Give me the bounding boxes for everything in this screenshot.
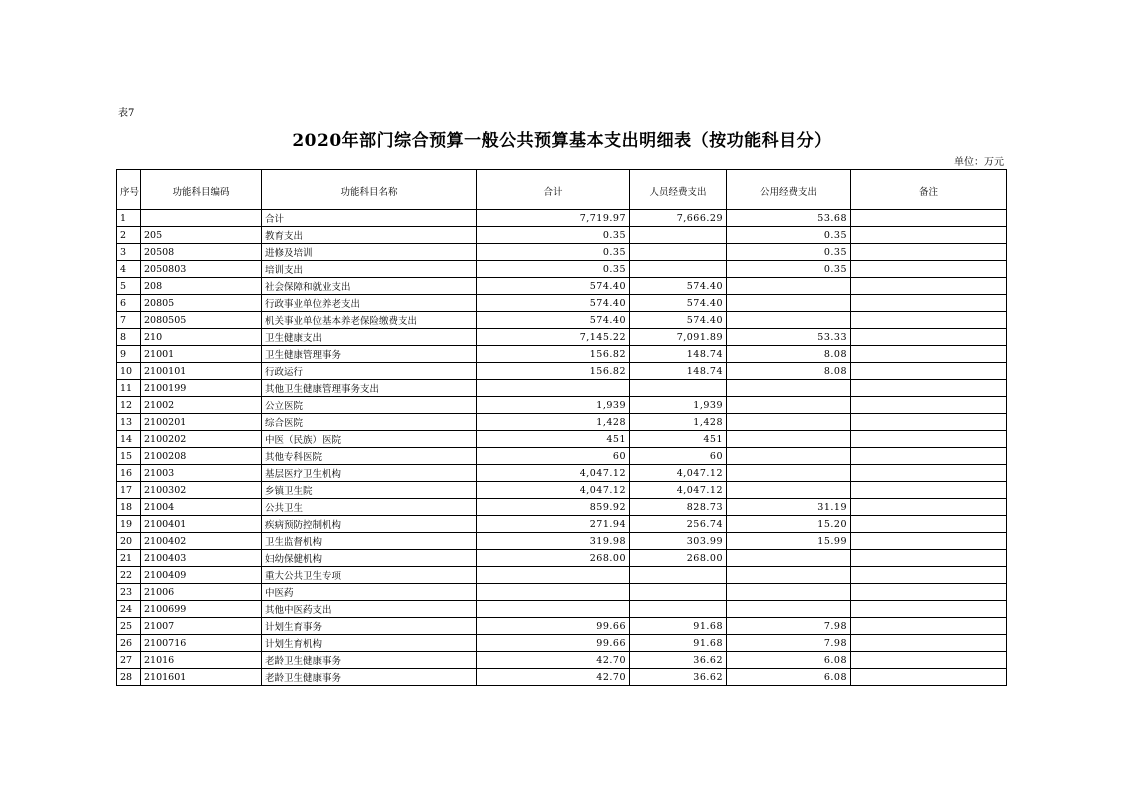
page-title: 2020年部门综合预算一般公共预算基本支出明细表（按功能科目分）	[292, 131, 832, 151]
cell-name: 合计	[262, 210, 477, 227]
cell-code: 2100199	[141, 380, 262, 397]
table-row	[117, 278, 1007, 295]
cell-total	[477, 380, 630, 397]
cell-total: 4,047.12	[477, 482, 630, 499]
cell-personnel: 303.99	[630, 533, 727, 550]
cell-seq: 9	[117, 346, 141, 363]
cell-total	[477, 601, 630, 618]
cell-public	[727, 380, 851, 397]
cell-public: 6.08	[727, 669, 851, 686]
cell-name: 卫生监督机构	[262, 533, 477, 550]
cell-code: 208	[141, 278, 262, 295]
cell-code: 2100409	[141, 567, 262, 584]
cell-personnel: 1,939	[630, 397, 727, 414]
cell-public	[727, 550, 851, 567]
cell-total: 42.70	[477, 652, 630, 669]
cell-total: 42.70	[477, 669, 630, 686]
cell-seq: 10	[117, 363, 141, 380]
cell-note	[851, 652, 1007, 669]
cell-code: 205	[141, 227, 262, 244]
column-header-name: 功能科目名称	[262, 170, 477, 210]
table-row	[117, 499, 1007, 516]
cell-name: 卫生健康支出	[262, 329, 477, 346]
cell-total: 0.35	[477, 244, 630, 261]
cell-total: 4,047.12	[477, 465, 630, 482]
cell-code: 2050803	[141, 261, 262, 278]
cell-name: 中医（民族）医院	[262, 431, 477, 448]
cell-total: 99.66	[477, 635, 630, 652]
cell-code: 2080505	[141, 312, 262, 329]
table-row	[117, 584, 1007, 601]
cell-personnel: 256.74	[630, 516, 727, 533]
cell-seq: 5	[117, 278, 141, 295]
table-row	[117, 550, 1007, 567]
cell-seq: 12	[117, 397, 141, 414]
cell-code: 2100202	[141, 431, 262, 448]
cell-code: 2100302	[141, 482, 262, 499]
cell-seq: 17	[117, 482, 141, 499]
cell-public: 8.08	[727, 346, 851, 363]
cell-seq: 22	[117, 567, 141, 584]
cell-name: 卫生健康管理事务	[262, 346, 477, 363]
cell-personnel: 7,666.29	[630, 210, 727, 227]
cell-public: 0.35	[727, 261, 851, 278]
cell-name: 中医药	[262, 584, 477, 601]
cell-name: 行政事业单位养老支出	[262, 295, 477, 312]
cell-public	[727, 601, 851, 618]
cell-public	[727, 465, 851, 482]
cell-code: 2100401	[141, 516, 262, 533]
cell-note	[851, 567, 1007, 584]
cell-public	[727, 448, 851, 465]
table-row	[117, 244, 1007, 261]
cell-name: 公立医院	[262, 397, 477, 414]
table-row	[117, 210, 1007, 227]
cell-public: 7.98	[727, 635, 851, 652]
cell-code: 21004	[141, 499, 262, 516]
table-row	[117, 329, 1007, 346]
cell-seq: 1	[117, 210, 141, 227]
cell-name: 重大公共卫生专项	[262, 567, 477, 584]
cell-code: 2100201	[141, 414, 262, 431]
column-header-seq: 序号	[117, 170, 141, 210]
cell-note	[851, 465, 1007, 482]
cell-total: 271.94	[477, 516, 630, 533]
cell-note	[851, 584, 1007, 601]
column-header-note: 备注	[851, 170, 1007, 210]
cell-name: 基层医疗卫生机构	[262, 465, 477, 482]
cell-name: 公共卫生	[262, 499, 477, 516]
cell-personnel: 148.74	[630, 363, 727, 380]
cell-personnel	[630, 584, 727, 601]
cell-seq: 16	[117, 465, 141, 482]
cell-public: 8.08	[727, 363, 851, 380]
cell-total: 0.35	[477, 227, 630, 244]
cell-public	[727, 567, 851, 584]
cell-personnel	[630, 227, 727, 244]
table-row	[117, 567, 1007, 584]
cell-name: 乡镇卫生院	[262, 482, 477, 499]
cell-code: 2101601	[141, 669, 262, 686]
cell-total: 99.66	[477, 618, 630, 635]
cell-seq: 2	[117, 227, 141, 244]
cell-total: 574.40	[477, 278, 630, 295]
cell-seq: 26	[117, 635, 141, 652]
cell-total: 0.35	[477, 261, 630, 278]
cell-name: 其他专科医院	[262, 448, 477, 465]
cell-total: 451	[477, 431, 630, 448]
cell-name: 进修及培训	[262, 244, 477, 261]
cell-personnel	[630, 261, 727, 278]
table-row	[117, 346, 1007, 363]
cell-name: 其他中医药支出	[262, 601, 477, 618]
table-row	[117, 635, 1007, 652]
cell-note	[851, 414, 1007, 431]
table-row	[117, 295, 1007, 312]
table-row	[117, 533, 1007, 550]
column-header-public: 公用经费支出	[727, 170, 851, 210]
cell-note	[851, 227, 1007, 244]
cell-personnel: 91.68	[630, 618, 727, 635]
table-row	[117, 465, 1007, 482]
cell-personnel: 4,047.12	[630, 482, 727, 499]
unit-label: 单位：万元	[954, 157, 1004, 168]
table-row	[117, 482, 1007, 499]
cell-seq: 15	[117, 448, 141, 465]
cell-code: 20805	[141, 295, 262, 312]
cell-public	[727, 312, 851, 329]
cell-code: 2100699	[141, 601, 262, 618]
table-row	[117, 363, 1007, 380]
cell-personnel	[630, 244, 727, 261]
cell-personnel: 91.68	[630, 635, 727, 652]
cell-personnel: 60	[630, 448, 727, 465]
cell-name: 疾病预防控制机构	[262, 516, 477, 533]
cell-personnel	[630, 601, 727, 618]
cell-personnel	[630, 380, 727, 397]
cell-personnel: 36.62	[630, 669, 727, 686]
cell-seq: 4	[117, 261, 141, 278]
cell-seq: 14	[117, 431, 141, 448]
cell-total: 1,939	[477, 397, 630, 414]
cell-total: 268.00	[477, 550, 630, 567]
column-header-code: 功能科目编码	[141, 170, 262, 210]
cell-public: 0.35	[727, 227, 851, 244]
cell-public: 53.33	[727, 329, 851, 346]
table-row	[117, 431, 1007, 448]
cell-personnel: 451	[630, 431, 727, 448]
table-row	[117, 414, 1007, 431]
cell-code: 21003	[141, 465, 262, 482]
cell-total: 7,719.97	[477, 210, 630, 227]
cell-public	[727, 431, 851, 448]
cell-seq: 8	[117, 329, 141, 346]
cell-note	[851, 618, 1007, 635]
cell-code: 21007	[141, 618, 262, 635]
table-row	[117, 448, 1007, 465]
cell-total: 1,428	[477, 414, 630, 431]
cell-name: 培训支出	[262, 261, 477, 278]
cell-note	[851, 210, 1007, 227]
budget-table	[116, 169, 1007, 686]
cell-note	[851, 295, 1007, 312]
cell-code: 2100101	[141, 363, 262, 380]
cell-name: 老龄卫生健康事务	[262, 669, 477, 686]
cell-seq: 28	[117, 669, 141, 686]
cell-total: 156.82	[477, 346, 630, 363]
cell-name: 教育支出	[262, 227, 477, 244]
cell-public: 53.68	[727, 210, 851, 227]
cell-public	[727, 295, 851, 312]
cell-public: 7.98	[727, 618, 851, 635]
cell-total: 7,145.22	[477, 329, 630, 346]
cell-seq: 21	[117, 550, 141, 567]
cell-public: 0.35	[727, 244, 851, 261]
cell-public: 15.20	[727, 516, 851, 533]
cell-note	[851, 363, 1007, 380]
cell-total: 156.82	[477, 363, 630, 380]
cell-public	[727, 584, 851, 601]
table-row	[117, 397, 1007, 414]
table-row	[117, 652, 1007, 669]
cell-note	[851, 499, 1007, 516]
cell-note	[851, 278, 1007, 295]
cell-name: 计划生育机构	[262, 635, 477, 652]
cell-note	[851, 431, 1007, 448]
cell-code: 2100208	[141, 448, 262, 465]
cell-code	[141, 210, 262, 227]
cell-code: 20508	[141, 244, 262, 261]
table-body	[117, 210, 1007, 686]
cell-personnel	[630, 567, 727, 584]
cell-public	[727, 482, 851, 499]
table-row	[117, 601, 1007, 618]
cell-name: 机关事业单位基本养老保险缴费支出	[262, 312, 477, 329]
column-header-personnel: 人员经费支出	[630, 170, 727, 210]
cell-personnel: 268.00	[630, 550, 727, 567]
cell-public: 6.08	[727, 652, 851, 669]
cell-note	[851, 516, 1007, 533]
cell-total: 574.40	[477, 312, 630, 329]
cell-code: 21001	[141, 346, 262, 363]
cell-total: 574.40	[477, 295, 630, 312]
cell-personnel: 828.73	[630, 499, 727, 516]
table-number: 表7	[118, 108, 135, 119]
cell-personnel: 574.40	[630, 295, 727, 312]
cell-seq: 11	[117, 380, 141, 397]
cell-note	[851, 635, 1007, 652]
cell-code: 21006	[141, 584, 262, 601]
cell-seq: 25	[117, 618, 141, 635]
cell-total	[477, 584, 630, 601]
cell-total: 319.98	[477, 533, 630, 550]
cell-name: 综合医院	[262, 414, 477, 431]
cell-seq: 6	[117, 295, 141, 312]
cell-note	[851, 380, 1007, 397]
cell-seq: 24	[117, 601, 141, 618]
cell-seq: 23	[117, 584, 141, 601]
cell-total	[477, 567, 630, 584]
cell-total: 60	[477, 448, 630, 465]
column-header-total: 合计	[477, 170, 630, 210]
cell-seq: 13	[117, 414, 141, 431]
cell-seq: 18	[117, 499, 141, 516]
table-row	[117, 516, 1007, 533]
cell-code: 2100402	[141, 533, 262, 550]
cell-code: 210	[141, 329, 262, 346]
cell-note	[851, 346, 1007, 363]
cell-name: 妇幼保健机构	[262, 550, 477, 567]
cell-name: 行政运行	[262, 363, 477, 380]
cell-seq: 19	[117, 516, 141, 533]
cell-public	[727, 278, 851, 295]
cell-name: 其他卫生健康管理事务支出	[262, 380, 477, 397]
cell-code: 2100716	[141, 635, 262, 652]
cell-personnel: 574.40	[630, 312, 727, 329]
cell-note	[851, 329, 1007, 346]
table-row	[117, 312, 1007, 329]
cell-personnel: 148.74	[630, 346, 727, 363]
cell-note	[851, 482, 1007, 499]
table-row	[117, 618, 1007, 635]
cell-seq: 7	[117, 312, 141, 329]
cell-public: 31.19	[727, 499, 851, 516]
cell-name: 社会保障和就业支出	[262, 278, 477, 295]
table-row	[117, 261, 1007, 278]
cell-personnel: 4,047.12	[630, 465, 727, 482]
cell-name: 计划生育事务	[262, 618, 477, 635]
cell-note	[851, 533, 1007, 550]
cell-note	[851, 312, 1007, 329]
cell-seq: 27	[117, 652, 141, 669]
cell-note	[851, 261, 1007, 278]
cell-note	[851, 244, 1007, 261]
cell-personnel: 1,428	[630, 414, 727, 431]
cell-note	[851, 669, 1007, 686]
cell-public	[727, 397, 851, 414]
cell-public	[727, 414, 851, 431]
table-row	[117, 227, 1007, 244]
table-row	[117, 380, 1007, 397]
table-row	[117, 669, 1007, 686]
cell-seq: 20	[117, 533, 141, 550]
cell-code: 21016	[141, 652, 262, 669]
cell-seq: 3	[117, 244, 141, 261]
table-header-row	[117, 170, 1007, 210]
cell-total: 859.92	[477, 499, 630, 516]
cell-personnel: 36.62	[630, 652, 727, 669]
cell-note	[851, 448, 1007, 465]
cell-note	[851, 601, 1007, 618]
cell-code: 2100403	[141, 550, 262, 567]
cell-personnel: 7,091.89	[630, 329, 727, 346]
cell-code: 21002	[141, 397, 262, 414]
cell-name: 老龄卫生健康事务	[262, 652, 477, 669]
cell-public: 15.99	[727, 533, 851, 550]
cell-note	[851, 550, 1007, 567]
cell-note	[851, 397, 1007, 414]
cell-personnel: 574.40	[630, 278, 727, 295]
